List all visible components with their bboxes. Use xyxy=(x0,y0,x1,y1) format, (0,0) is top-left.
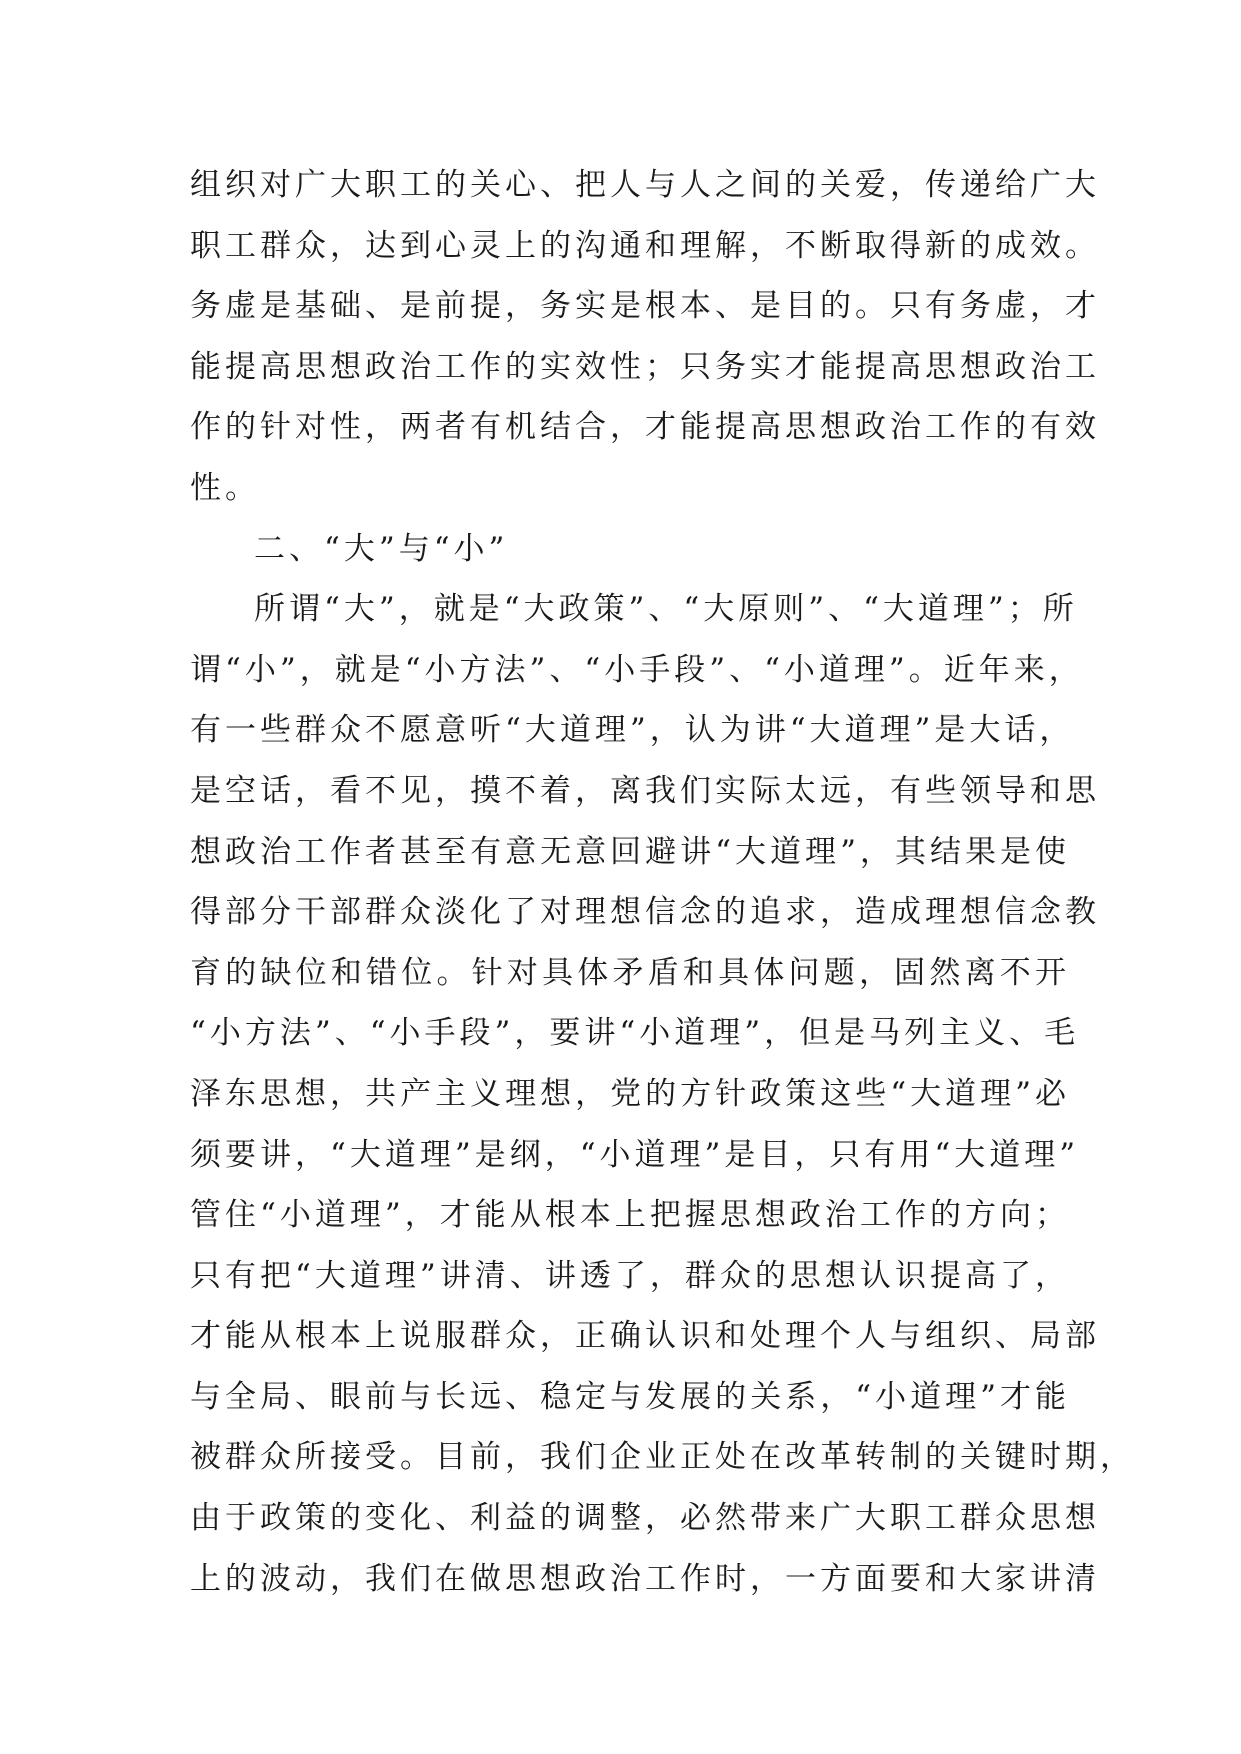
section-heading: 二、“大”与“小” xyxy=(254,530,509,567)
text-line: 由于政策的变化、利益的调整，必然带来广大职工群众思想 xyxy=(190,1500,1100,1537)
text-line: 是空话，看不见，摸不着，离我们实际太远，有些领导和思 xyxy=(190,772,1100,809)
text-line: 管住“小道理”，才能从根本上把握思想政治工作的方向； xyxy=(190,1197,1070,1234)
text-line: 育的缺位和错位。针对具体矛盾和具体问题，固然离不开 xyxy=(190,954,1070,991)
text-line: 须要讲，“大道理”是纲，“小道理”是目，只有用“大道理” xyxy=(190,1136,1080,1173)
text-line: 能提高思想政治工作的实效性；只务实才能提高思想政治工 xyxy=(190,348,1100,385)
text-line: 性。 xyxy=(190,469,260,506)
text-line: 务虚是基础、是前提，务实是根本、是目的。只有务虚，才 xyxy=(190,288,1100,325)
text-line: 得部分干部群众淡化了对理想信念的追求，造成理想信念教 xyxy=(190,894,1100,931)
text-line: 想政治工作者甚至有意无意回避讲“大道理”，其结果是使 xyxy=(190,833,1070,870)
text-line: 泽东思想，共产主义理想，党的方针政策这些“大道理”必 xyxy=(190,1075,1070,1112)
text-line: 所谓“大”，就是“大政策”、“大原则”、“大道理”；所 xyxy=(254,591,1078,628)
text-line: 有一些群众不愿意听“大道理”，认为讲“大道理”是大话， xyxy=(190,712,1075,749)
text-line: 组织对广大职工的关心、把人与人之间的关爱，传递给广大 xyxy=(190,167,1100,203)
text-line: 才能从根本上说服群众，正确认识和处理个人与组织、局部 xyxy=(190,1318,1100,1355)
text-line: 作的针对性，两者有机结合，才能提高思想政治工作的有效 xyxy=(190,409,1100,446)
text-line: 被群众所接受。目前，我们企业正处在改革转制的关键时期， xyxy=(190,1439,1135,1476)
text-line: 上的波动，我们在做思想政治工作时，一方面要和大家讲清 xyxy=(190,1560,1100,1597)
text-line: 只有把“大道理”讲清、讲透了，群众的思想认识提高了， xyxy=(190,1257,1070,1294)
text-line: “小方法”、“小手段”，要讲“小道理”，但是马列主义、毛 xyxy=(190,1015,1080,1052)
document-body xyxy=(190,155,1135,1609)
text-line: 谓“小”，就是“小方法”、“小手段”、“小道理”。近年来， xyxy=(190,651,1084,688)
text-line: 职工群众，达到心灵上的沟通和理解，不断取得新的成效。 xyxy=(190,227,1100,264)
text-line: 与全局、眼前与长远、稳定与发展的关系，“小道理”才能 xyxy=(190,1378,1070,1415)
